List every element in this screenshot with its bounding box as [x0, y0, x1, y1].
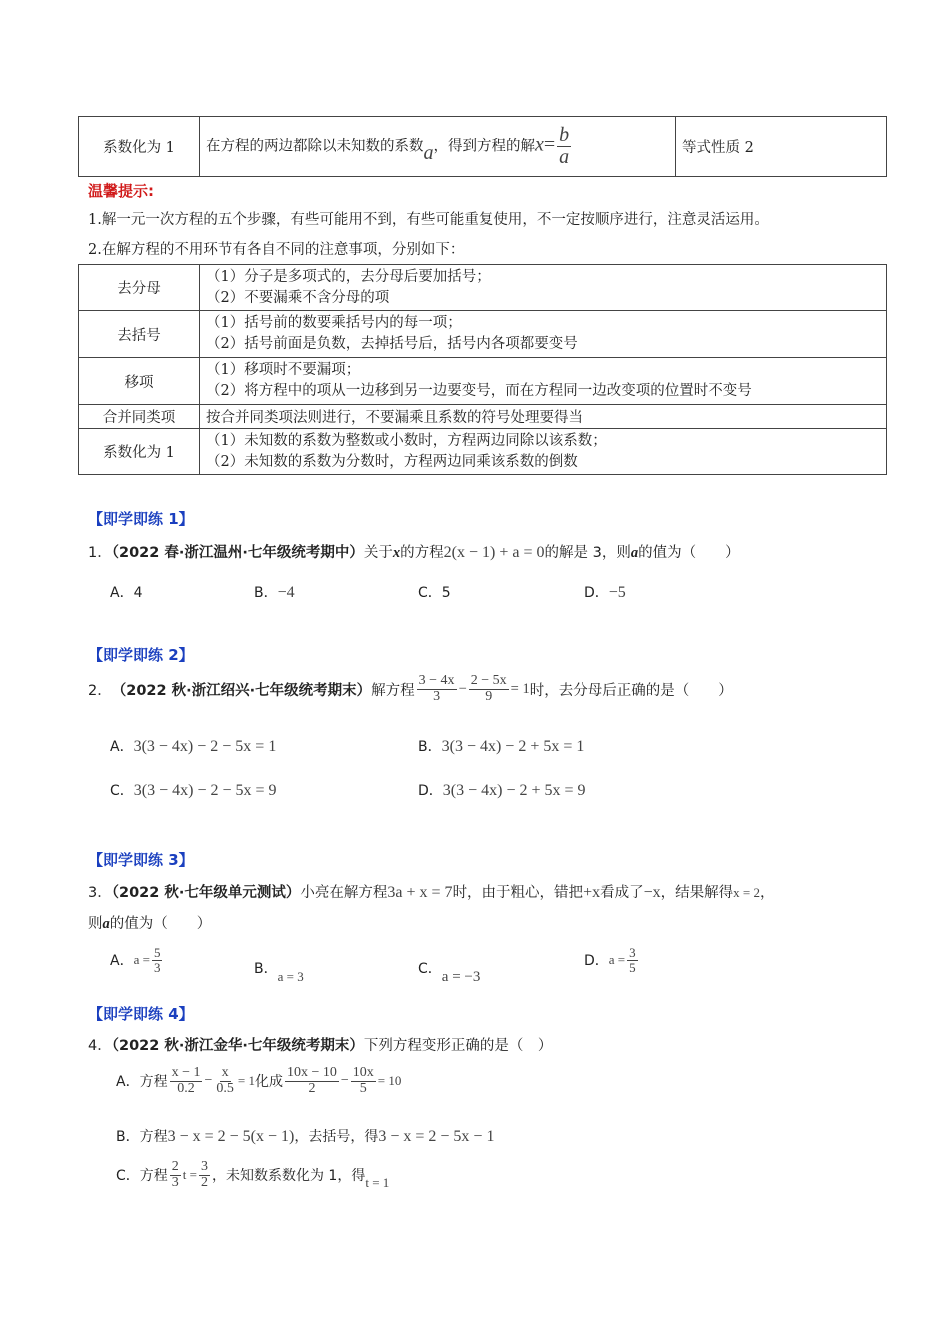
step-name: 系数化为 1: [79, 117, 200, 177]
option-b[interactable]: B．3(3 − 4x) − 2 + 5x = 1: [418, 738, 585, 755]
step-basis: 等式性质 2: [676, 117, 887, 177]
option-c[interactable]: C．a = −3: [418, 961, 481, 985]
question-4: 4．（2022 秋·浙江金华·七年级统考期末）下列方程变形正确的是（ ）: [88, 1038, 553, 1054]
notes-cell: （1）移项时不要漏项； （2）将方程中的项从一边移到另一边要变号，而在方程同一边改变项的位置时不变号: [200, 358, 887, 405]
exercise-heading: 【即学即练 2】: [88, 646, 194, 664]
option-b[interactable]: B．−4: [254, 584, 295, 601]
option-a[interactable]: A．3(3 − 4x) − 2 − 5x = 1: [110, 738, 277, 755]
notes-step: 系数化为 1: [79, 429, 200, 475]
step-description: 在方程的两边都除以未知数的系数a，得到方程的解x= $\frac{b}{a}$: [200, 117, 676, 177]
notes-cell: （1）分子是多项式的，去分母后要加括号； （2）不要漏乘不含分母的项: [200, 265, 887, 311]
tip-line-1: 1.解一元一次方程的五个步骤，有些可能用不到，有些可能重复使用，不一定按顺序进行，注意灵活运用。: [88, 212, 769, 228]
notes-step: 去分母: [79, 265, 200, 311]
option-b[interactable]: B．a = 3: [254, 961, 304, 984]
option-a[interactable]: A． 方程 $\frac{x - 1}{0.2}$ − $\frac{x}{0.5}$ = 1 化成 $\frac{10x - 10}{2}$ − $\frac{10x}{5}$ = 10: [116, 1065, 402, 1096]
option-c[interactable]: C．3(3 − 4x) − 2 − 5x = 9: [110, 782, 277, 799]
exercise-heading: 【即学即练 3】: [88, 851, 194, 869]
tip-line-2: 2.在解方程的不用环节有各自不同的注意事项，分别如下：: [88, 242, 465, 258]
question-3-line-2: 则a的值为（ ）: [88, 916, 212, 932]
exercise-heading: 【即学即练 4】: [88, 1005, 194, 1023]
notes-step: 移项: [79, 358, 200, 405]
option-c[interactable]: C．5: [418, 585, 451, 601]
notes-step: 去括号: [79, 311, 200, 358]
question-3: 3．（2022 秋·七年级单元测试）小亮在解方程3a + x = 7时，由于粗心，错把+x看成了−x，结果解得x = 2，: [88, 884, 775, 901]
notes-cell: （1）未知数的系数为整数或小数时，方程两边同除以该系数； （2）未知数的系数为分数时，方程两边同乘该系数的倒数: [200, 429, 887, 475]
notes-cell: （1）括号前的数要乘括号内的每一项； （2）括号前面是负数，去掉括号后，括号内各项都要变号: [200, 311, 887, 358]
option-d[interactable]: D．3(3 − 4x) − 2 + 5x = 9: [418, 782, 586, 799]
option-d[interactable]: D． a = $\frac{3}{5}$: [584, 945, 636, 975]
tip-title: 温馨提示:: [88, 182, 154, 200]
option-b[interactable]: B．方程3 − x = 2 − 5(x − 1)，去括号，得3 − x = 2 − 5x − 1: [116, 1128, 495, 1145]
notes-table: [78, 264, 887, 475]
notes-cell: 按合并同类项法则进行，不要漏乘且系数的符号处理要得当: [200, 405, 887, 429]
step-table-row: [78, 116, 887, 177]
option-d[interactable]: D．−5: [584, 584, 626, 601]
notes-step: 合并同类项: [79, 405, 200, 429]
option-a[interactable]: A． a = $\frac{5}{3}$: [110, 945, 161, 975]
exercise-heading: 【即学即练 1】: [88, 510, 194, 528]
option-c[interactable]: C． 方程 $\frac{2}{3}$ t = $\frac{3}{2}$ ，未知数系数化为 1，得 t = 1: [116, 1159, 390, 1191]
question-1: 1．（2022 春·浙江温州·七年级统考期中）关于x的方程2(x − 1) + a = 0的解是 3，则a的值为（ ）: [88, 544, 740, 561]
question-2: 2． （2022 秋·浙江绍兴·七年级统考期末） 解方程 $\frac{3 - 4x}{3}$ − $\frac{2 - 5x}{9}$ = 1 时，去分母后正确的是（ ）: [88, 673, 733, 704]
option-a[interactable]: A．4: [110, 585, 143, 601]
